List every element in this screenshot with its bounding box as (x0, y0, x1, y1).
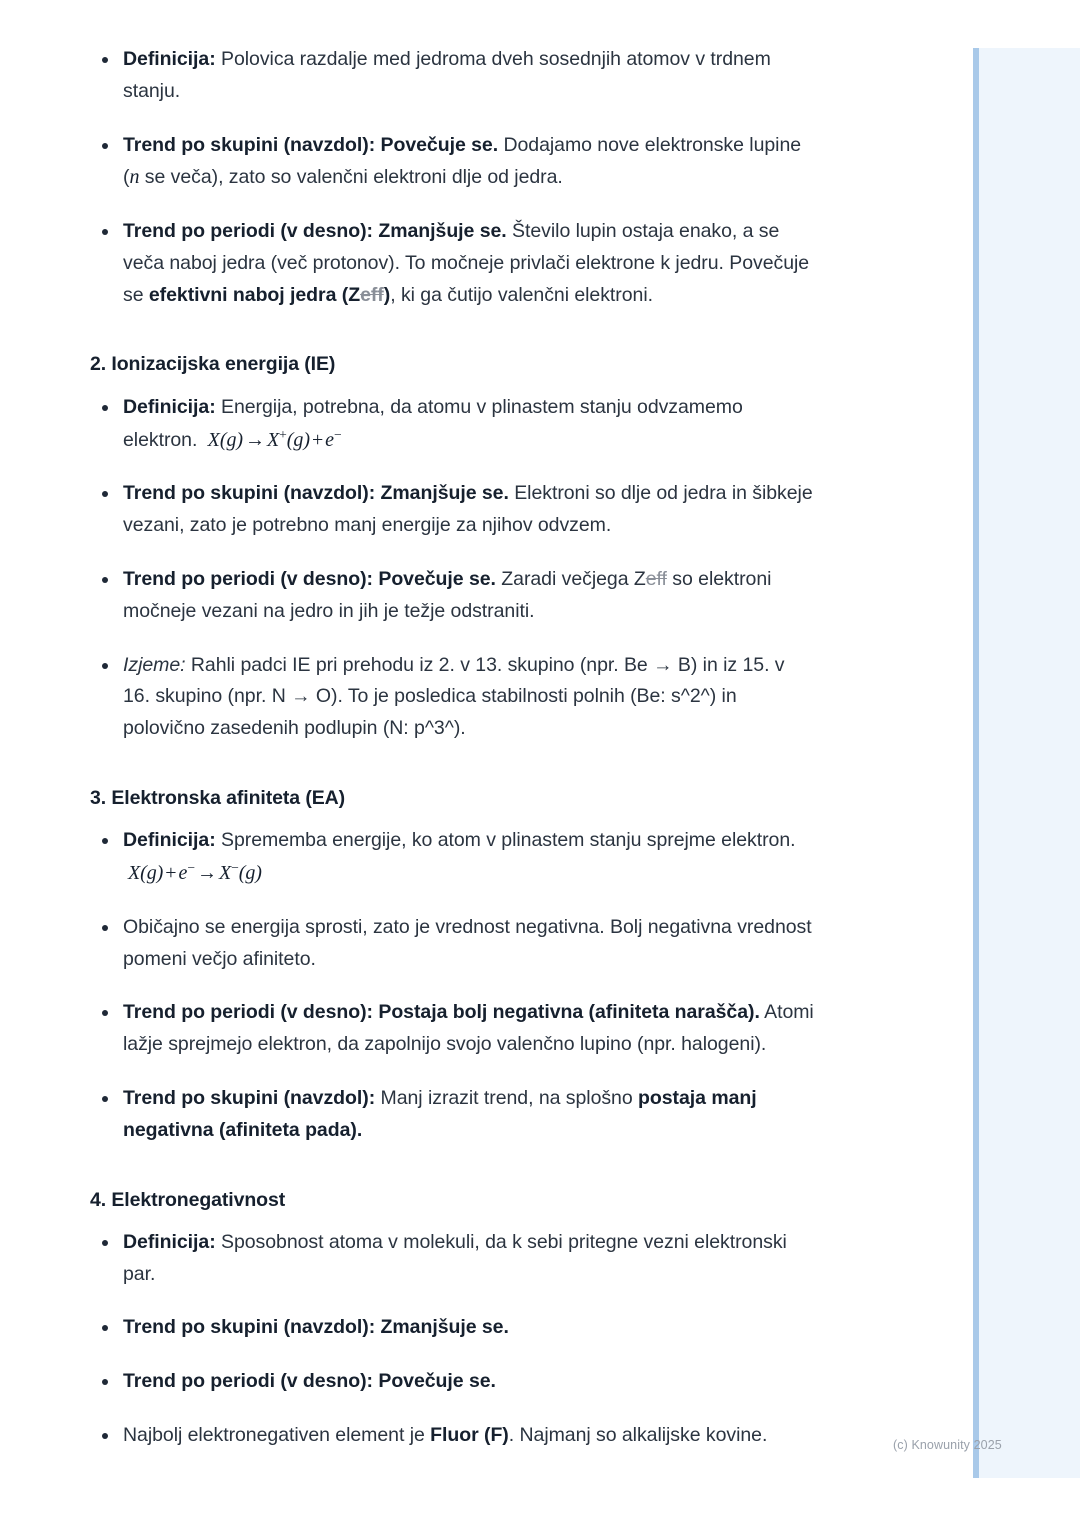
list-item (0, 392, 960, 457)
bullet-lead: Trend po skupini (navzdol): Zmanjšuje se. (123, 482, 509, 505)
bold-tail: postaja manj negativna (afiniteta pada). (123, 1086, 757, 1141)
bullet-lead: Trend po periodi (v desno): Zmanjšuje se. (123, 220, 507, 243)
section-heading-elektronska-afiniteta: 3. Elektronska afiniteta (EA) (90, 786, 346, 809)
bullet-lead: Definicija: (123, 1230, 216, 1253)
bullet-list-elektronska-afiniteta (0, 825, 960, 1146)
bullet-list-atomski-radij (0, 44, 960, 311)
section-heading-ionizacijska-energija: 2. Ionizacijska energija (IE) (90, 353, 336, 376)
bullet-lead: Definicija: (123, 48, 216, 70)
bullet-body: Rahli padci IE pri prehodu iz 2. v 13. skupino (npr. Be → B) in iz 15. v 16. skupino (npr. N → O). To je posledica stabilnosti polnih (Be: s^2^) in polovično zasedenih podlupin (N: p^3^). (123, 653, 785, 740)
bullet-lead: Definicija: (123, 395, 216, 418)
bullet-body: Energija, potrebna, da atomu v plinastem stanju odvzamemo elektron. (123, 395, 743, 451)
bullet-lead: Trend po skupini (navzdol): (123, 1086, 376, 1109)
list-item (0, 650, 960, 745)
list-item (0, 997, 960, 1061)
watermark: (c) Knowunity 2025 (893, 1438, 1002, 1452)
bullet-lead: Trend po skupini (navzdol): Povečuje se. (123, 133, 499, 156)
list-item (0, 1366, 960, 1398)
bullet-body-post: se veča), zato so valenčni elektroni dlje od jedra. (139, 166, 563, 189)
right-accent-panel (973, 48, 1080, 1478)
list-item (0, 912, 960, 976)
formula-electron-affinity: X(g) + e− → X−(g) (127, 859, 262, 885)
variable-n: n (129, 166, 140, 189)
bullet-lead: Definicija: (123, 829, 216, 852)
bullet-lead: Trend po periodi (v desno): Postaja bolj negativna (afiniteta narašča). (123, 1001, 760, 1024)
zeff-subscript: eff (645, 567, 667, 590)
bullet-lead: Trend po periodi (v desno): Povečuje se. (123, 567, 496, 590)
bold-run-post: ) (383, 283, 391, 306)
list-item (0, 564, 960, 628)
bullet-list-ionizacijska-energija (0, 392, 960, 745)
bullet-body-post: so elektroni močneje vezani na jedro in jih je težje odstraniti. (123, 567, 772, 622)
bullet-body: Elektroni so dlje od jedra in šibkeje vezani, zato je potrebno manj energije za njihov odvzem. (123, 482, 813, 537)
bullet-body: Sprememba energije, ko atom v plinastem stanju sprejme elektron. (215, 829, 796, 852)
bullet-body-post: . Najmanj so alkalijske kovine. (508, 1423, 768, 1446)
bullet-body-post: , ki ga čutijo valenčni elektroni. (390, 283, 653, 306)
list-item (0, 478, 960, 542)
bullet-body: Običajno se energija sprosti, zato je vrednost negativna. Bolj negativna vrednost pomeni večjo afiniteto. (123, 915, 812, 970)
bullet-lead: Izjeme: (123, 653, 186, 676)
bullet-body: Atomi lažje sprejmejo elektron, da zapolnijo svojo valenčno lupino (npr. halogeni). (123, 1001, 814, 1056)
list-item (0, 1312, 960, 1344)
list-item (0, 1420, 960, 1452)
list-item (0, 44, 960, 108)
bullet-body: Sposobnost atoma v molekuli, da k sebi pritegne vezni elektronski par. (123, 1230, 787, 1285)
bullet-body-pre: Manj izrazit trend, na splošno (375, 1086, 639, 1109)
list-item (0, 216, 960, 311)
bullet-body-pre: Zaradi večjega Z (495, 567, 646, 590)
bullet-body-pre: Število lupin ostaja enako, a se veča naboj jedra (več protonov). To močneje privlači elektrone k jedru. Povečuje se (123, 220, 810, 306)
bullet-list-elektronegativnost (0, 1227, 960, 1452)
bullet-body-pre: Najbolj elektronegativen element je (123, 1423, 431, 1446)
zeff-subscript: eff (360, 283, 384, 306)
list-item (0, 130, 960, 195)
formula-ionization: X(g) → X+(g) + e− (207, 426, 342, 451)
bullet-body-pre: Dodajamo nove elektronske lupine ( (123, 133, 802, 189)
bullet-lead: Trend po periodi (v desno): Povečuje se. (123, 1370, 496, 1393)
bold-mid: Fluor (F) (430, 1423, 509, 1446)
section-heading-elektronegativnost: 4. Elektronegativnost (90, 1188, 286, 1211)
bullet-lead: Trend po skupini (navzdol): Zmanjšuje se. (123, 1316, 509, 1339)
list-item (0, 825, 960, 890)
bold-run-pre: efektivni naboj jedra (Z (148, 283, 361, 306)
list-item (0, 1083, 960, 1147)
list-item (0, 1227, 960, 1291)
bullet-body: Polovica razdalje med jedroma dveh sosednjih atomov v trdnem stanju. (123, 48, 771, 102)
